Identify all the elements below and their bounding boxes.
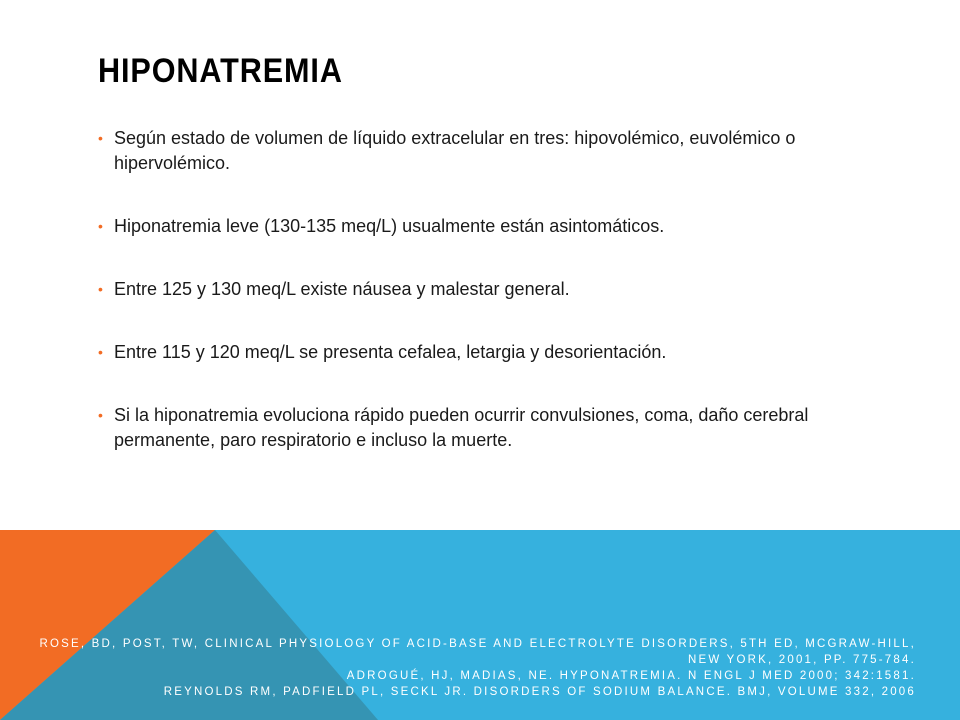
reference-line: ADROGUÉ, HJ, MADIAS, NE. HYPONATREMIA. N ENGL J MED 2000; 342:1581. <box>346 670 916 682</box>
bullet-text: Según estado de volumen de líquido extracelular en tres: hipovolémico, euvolémico o hipervolémico. <box>114 128 796 173</box>
bullet-text: Entre 115 y 120 meq/L se presenta cefalea, letargia y desorientación. <box>114 342 667 362</box>
bullet-dot-icon: • <box>98 281 103 297</box>
references <box>16 636 916 700</box>
bullet-text: Hiponatremia leve (130-135 meq/L) usualmente están asintomáticos. <box>114 216 665 236</box>
bullet-item <box>98 214 868 239</box>
bullet-dot-icon: • <box>98 407 103 423</box>
reference-line: ROSE, BD, POST, TW, CLINICAL PHYSIOLOGY OF ACID-BASE AND ELECTROLYTE DISORDERS, 5TH ED, MCGRAW-HILL, NEW YORK, 2001, PP. 775-784. <box>39 638 916 666</box>
bullet-item <box>98 340 868 365</box>
footer-band <box>0 530 960 720</box>
bullet-text: Si la hiponatremia evoluciona rápido pueden ocurrir convulsiones, coma, daño cerebral permanente, paro respiratorio e incluso la muerte. <box>114 405 809 450</box>
bullet-text: Entre 125 y 130 meq/L existe náusea y malestar general. <box>114 279 570 299</box>
bullet-dot-icon: • <box>98 218 103 234</box>
bullet-item <box>98 403 868 453</box>
bullet-item <box>98 126 868 176</box>
bullet-dot-icon: • <box>98 130 103 146</box>
bullet-item <box>98 277 868 302</box>
bullet-dot-icon: • <box>98 344 103 360</box>
reference-line: REYNOLDS RM, PADFIELD PL, SECKL JR. DISORDERS OF SODIUM BALANCE. BMJ, VOLUME 332, 2006 <box>163 686 916 698</box>
slide-title: HIPONATREMIA <box>98 52 343 90</box>
bullet-list <box>98 126 868 453</box>
